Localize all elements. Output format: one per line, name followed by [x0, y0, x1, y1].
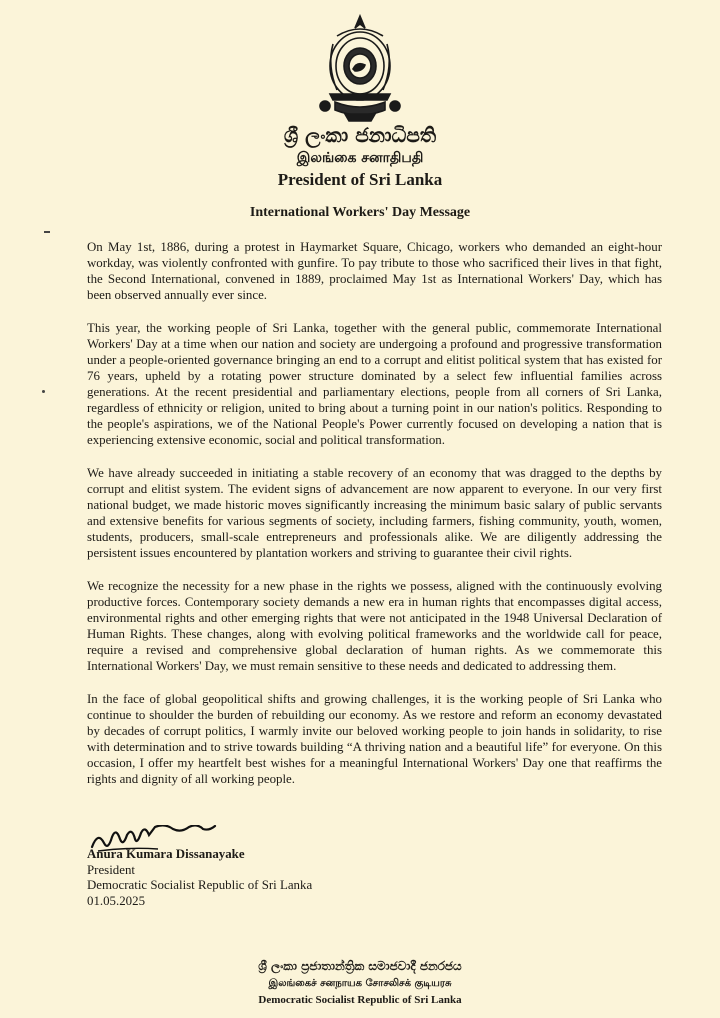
signatory-block [87, 847, 312, 909]
header-sinhala-title: ශ්‍රී ලංකා ජනාධිපති [283, 123, 437, 147]
footer-sinhala: ශ්‍රී ලංකා ප්‍රජාතාන්ත්‍රික සමාජවාදී ජනරජය [258, 959, 462, 973]
sri-lanka-state-emblem-icon [315, 14, 405, 124]
margin-mark [42, 390, 45, 393]
signatory-name: Anura Kumara Dissanayake [87, 847, 245, 861]
paragraph: In the face of global geopolitical shifts and growing challenges, it is the working people of Sri Lanka who continue to shoulder the burden of rebuilding our economy. As we restore and reform an economy devastated by decades of corrupt politics, I warmly invite our beloved working people to join hands in solidarity, to rise with determination and to strive towards building “A thriving nation and a beautiful life” for everyone. On this occasion, I offer my heartfelt best wishes for a meaningful International Workers' Day one that reaffirms the rights and dignity of all working people. [87, 692, 662, 786]
footer-tamil: இலங்கைச் சனநாயக சோசலிசக் குடியரசு [268, 978, 452, 989]
paragraph: On May 1st, 1886, during a protest in Haymarket Square, Chicago, workers who demanded an eight-hour workday, was violently confronted with gunfire. To pay tribute to those who sacrificed their lives in that fight, the Second International, convened in 1889, proclaimed May 1st as International Workers' Day, which has been observed annually ever since. [87, 240, 662, 302]
signature-date: 01.05.2025 [87, 893, 146, 908]
footer-english: Democratic Socialist Republic of Sri Lanka [258, 994, 462, 1006]
document-title: International Workers' Day Message [249, 205, 471, 220]
margin-mark [44, 231, 50, 233]
header-english-title: President of Sri Lanka [277, 170, 443, 189]
paragraph: We have already succeeded in initiating a stable recovery of an economy that was dragged to the depths by corrupt and elitist system. The evident signs of advancement are now apparent to everyone. In our very first national budget, we made historic moves significantly increasing the minimum basic salary of public servants and extensive benefits for various segments of society, including farmers, fishing community, youth, women, students, producers, small-scale entrepreneurs and professionals alike. We are diligently addressing the persistent issues encountered by plantation workers and striving to guarantee their civil rights. [87, 466, 662, 560]
paragraph: We recognize the necessity for a new phase in the rights we possess, aligned with the continuously evolving productive forces. Contemporary society demands a new era in human rights that encompasses digital access, environmental rights and other emerging rights that were not anticipated in the 1948 Universal Declaration of Human Rights. These changes, along with evolving political frameworks and the worldwide call for peace, require a revised and comprehensive global declaration of human rights. As we commemorate this International Workers' Day, we must remain sensitive to these needs and dedicated to addressing them. [87, 579, 662, 673]
signatory-country: Democratic Socialist Republic of Sri Lanka [87, 878, 313, 892]
header-tamil-title: இலங்கை சனாதிபதி [296, 150, 424, 166]
paragraph: This year, the working people of Sri Lanka, together with the general public, commemorate International Workers' Day at a time when our nation and society are undergoing a profound and progressive transformation under a people-oriented governance bringing an end to a corrupt and elitist political system that has existed for 76 years, upheld by a rotating power structure dominated by a select few influential families across generations. At the recent presidential and parliamentary elections, people from all corners of Sri Lanka, regardless of ethnicity or religion, united to bring about a turning point in our nation's politics. Responding to the people's aspirations, we of the National People's Power currently focused on developing a nation that is experiencing extensive economic, social and political transformation. [87, 321, 662, 447]
signatory-position: President [87, 862, 135, 877]
message-body [87, 239, 662, 804]
